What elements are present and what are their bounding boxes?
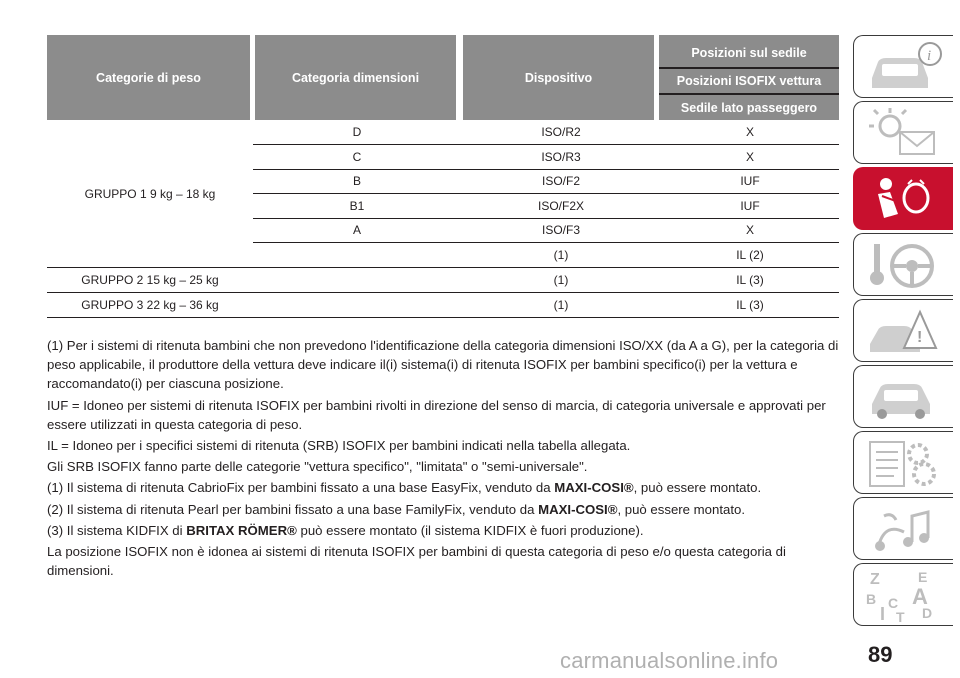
tab-multimedia[interactable]: [853, 497, 953, 560]
position-cell: IL (3): [736, 273, 764, 287]
brand-name: MAXI-COSI®: [538, 501, 618, 517]
device-cell: (1): [553, 298, 569, 312]
note-paragraph: (1) Per i sistemi di ritenuta bambini che non prevedono l'identificazione della categoria dimensioni ISO/XX (da A a G), per la categoria di peso applicabile, il produttore della vettura deve indicare il(i) sistema(i) di ritenuta ISOFIX per bambini specifico(i) per la vettura e raccomandato(i) per ciascuna posizione.: [47, 338, 839, 392]
tab-car-info[interactable]: [853, 35, 953, 98]
device-cell: ISO/R3: [541, 150, 581, 164]
table-row: [47, 169, 839, 193]
device-cell: ISO/R2: [541, 125, 581, 139]
size-cell: [253, 243, 461, 267]
svg-text:!: !: [917, 329, 923, 346]
size-cell: B: [352, 174, 361, 188]
header-isofix-positions: Posizioni ISOFIX vettura: [659, 69, 839, 93]
table-row: [47, 120, 839, 144]
tab-key-steering[interactable]: [853, 233, 953, 296]
note-paragraph: [47, 521, 839, 540]
size-cell: B1: [349, 199, 365, 213]
note-text: (2) Il sistema di ritenuta Pearl per bambini fissato a una base FamilyFix, venduto da: [47, 501, 535, 517]
note-text: (3) Il sistema KIDFIX di: [47, 522, 183, 538]
index-letters-icon: [864, 568, 944, 624]
notes-section: [47, 336, 839, 582]
position-cell: IL (3): [736, 298, 764, 312]
index-letter: B: [866, 591, 877, 607]
note-text: , può essere montato.: [617, 501, 745, 517]
device-cell: ISO/F3: [541, 223, 580, 237]
key-steering-icon: [864, 238, 944, 294]
note-paragraph: [47, 478, 839, 497]
note-text: , può essere montato.: [633, 480, 762, 496]
note-paragraph: IUF = Idoneo per sistemi di ritenuta ISOFIX per bambini rivolti in direzione del senso di marcia, di categoria universale e approvati per essere utilizzati in questa categoria di peso.: [47, 397, 826, 432]
seat-safety-icon: [864, 172, 944, 228]
breakdown-icon: [864, 304, 944, 360]
isofix-table: [47, 35, 839, 312]
index-letter: Z: [870, 571, 880, 588]
tab-car-maintenance[interactable]: [853, 365, 953, 428]
position-cell: X: [745, 223, 754, 237]
note-text: può essere montato (il sistema KIDFIX è fuori produzione).: [300, 522, 644, 538]
position-cell: IL (2): [736, 248, 764, 262]
device-cell: (1): [553, 273, 569, 287]
multimedia-icon: [864, 502, 944, 558]
size-cell: [253, 268, 461, 292]
car-maintenance-icon: [864, 370, 944, 426]
tab-specs-gears[interactable]: [853, 431, 953, 494]
header-passenger-seat: Sedile lato passeggero: [659, 95, 839, 120]
device-cell: (1): [553, 248, 569, 262]
tab-index[interactable]: [853, 563, 953, 626]
index-letter: A: [912, 584, 928, 609]
size-cell: C: [352, 150, 362, 164]
svg-text:i: i: [927, 48, 932, 64]
warning-lights-icon: [864, 106, 944, 162]
table-row: [47, 218, 839, 242]
table-row: [47, 293, 839, 317]
group1-label: GRUPPO 1 9 kg – 18 kg: [84, 187, 216, 201]
device-cell: ISO/F2: [541, 174, 580, 188]
note-paragraph: Gli SRB ISOFIX fanno parte delle categorie "vettura specifico", "limitata" o "semi-universale".: [47, 459, 588, 475]
car-info-icon: [864, 40, 944, 96]
position-cell: IUF: [740, 199, 760, 213]
watermark-text: carmanualsonline.info: [560, 648, 779, 673]
note-paragraph: IL = Idoneo per i specifici sistemi di ritenuta (SRB) ISOFIX per bambini indicati nella tabella allegata.: [47, 438, 631, 454]
specs-gears-icon: [864, 436, 944, 492]
table-row: [47, 243, 839, 267]
category-cell: GRUPPO 3 22 kg – 36 kg: [81, 298, 219, 312]
header-seat-positions: Posizioni sul sedile: [659, 35, 839, 67]
index-letter: I: [880, 604, 886, 624]
page-number: 89: [868, 642, 893, 667]
index-letter: T: [896, 609, 905, 624]
position-cell: X: [745, 150, 754, 164]
brand-name: BRITAX RÖMER®: [186, 522, 297, 538]
tab-warning-lights[interactable]: [853, 101, 953, 164]
size-cell: [253, 293, 461, 317]
category-cell: GRUPPO 2 15 kg – 25 kg: [81, 273, 219, 287]
device-cell: ISO/F2X: [537, 199, 584, 213]
tab-seat-safety[interactable]: [853, 167, 953, 230]
note-paragraph: La posizione ISOFIX non è idonea ai sistemi di ritenuta ISOFIX per bambini di questa categoria di peso e/o questa categoria di dimensioni.: [47, 544, 786, 579]
size-cell: A: [352, 223, 361, 237]
table-row: [47, 268, 839, 292]
header-size-category: Categoria dimensioni: [255, 35, 456, 120]
note-text: (1) Il sistema di ritenuta CabrioFix per bambini fissato a una base EasyFix, venduto da: [47, 480, 551, 496]
tab-breakdown[interactable]: [853, 299, 953, 362]
size-cell: D: [352, 125, 362, 139]
table-row: [47, 145, 839, 169]
position-cell: IUF: [740, 174, 760, 188]
brand-name: MAXI-COSI®: [554, 480, 634, 496]
position-cell: X: [745, 125, 754, 139]
note-paragraph: [47, 500, 839, 519]
table-header: [47, 35, 839, 120]
header-device: Dispositivo: [463, 35, 654, 120]
table-row: [47, 194, 839, 218]
index-letter: D: [922, 605, 933, 621]
row-divider: [47, 317, 839, 318]
index-letter: C: [888, 595, 899, 611]
index-letter: E: [918, 569, 928, 585]
header-weight-category: Categorie di peso: [47, 35, 250, 120]
